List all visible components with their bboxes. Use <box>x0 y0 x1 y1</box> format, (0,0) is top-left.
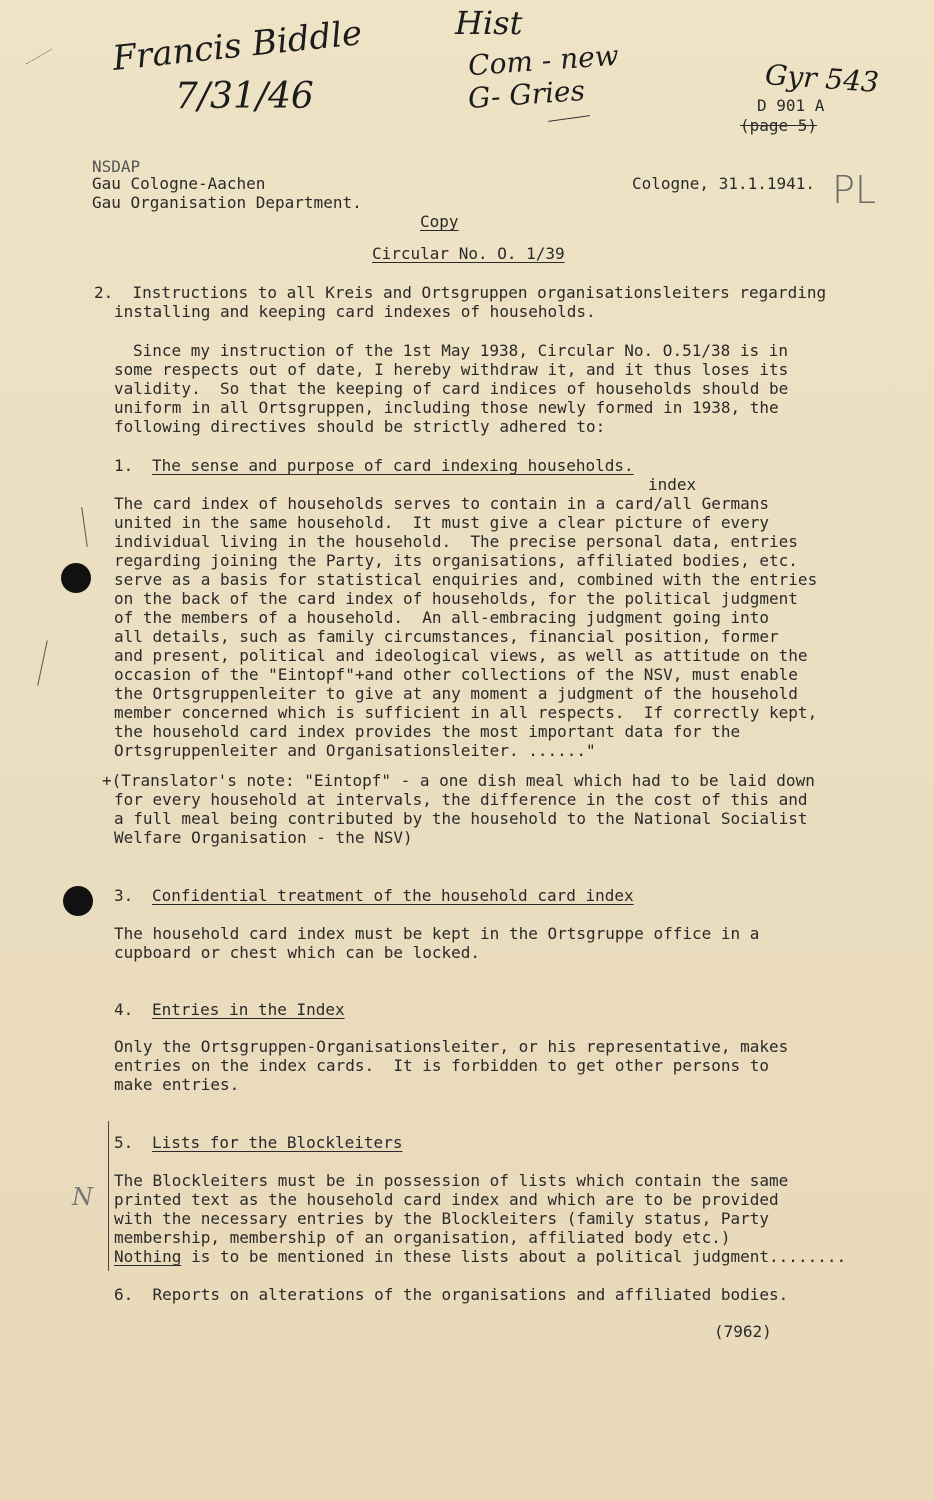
handwritten-signature-date: 7/31/46 <box>175 76 314 117</box>
paragraph-line: the household card index provides the most important data for the <box>114 722 741 741</box>
paragraph-line: make entries. <box>114 1075 240 1094</box>
paragraph-line: printed text as the household card index and which are to be provided <box>114 1190 779 1209</box>
paragraph-line: serve as a basis for statistical enquiries and, combined with the entries <box>114 570 818 589</box>
handwritten-note-line3: G- Gries <box>466 73 586 116</box>
paragraph-line: The card index of households serves to contain in a card/all Germans <box>114 494 770 513</box>
sender-line-3: Gau Organisation Department. <box>92 193 362 212</box>
paragraph-line: the Ortsgruppenleiter to give at any moment a judgment of the household <box>114 684 798 703</box>
section-1-number: 1. <box>114 456 134 475</box>
paragraph-line: entries on the index cards. It is forbidden to get other persons to <box>114 1056 770 1075</box>
handwritten-note-line1: Hist <box>455 4 523 42</box>
note-line: for every household at intervals, the difference in the cost of this and <box>114 790 808 809</box>
section-3-heading: Confidential treatment of the household card index <box>152 886 634 905</box>
note-line: +(Translator's note: "Eintopf" - a one dish meal which had to be laid down <box>102 771 815 790</box>
paragraph-line: The household card index must be kept in the Ortsgruppe office in a <box>114 924 760 943</box>
punch-hole <box>61 563 91 593</box>
handwritten-document-number: Gyr 543 <box>763 58 880 99</box>
handwritten-margin-n: N <box>72 1183 93 1211</box>
paragraph-line: cupboard or chest which can be locked. <box>114 943 481 962</box>
paragraph-line <box>114 1247 846 1266</box>
place-date: Cologne, 31.1.1941. <box>632 174 816 193</box>
handwritten-initials: PL <box>832 168 877 212</box>
circular-title: Circular No. O. 1/39 <box>372 244 565 263</box>
paragraph-line: individual living in the household. The precise personal data, entries <box>114 532 798 551</box>
item-2-line-2: installing and keeping card indexes of households. <box>114 302 596 321</box>
paragraph-line: and present, political and ideological views, as well as attitude on the <box>114 646 808 665</box>
paragraph-line: of the members of a household. An all-embracing judgment going into <box>114 608 770 627</box>
paragraph-line: Ortsgruppenleiter and Organisationsleiter. ......" <box>114 741 596 760</box>
item-2-line-1: 2. Instructions to all Kreis and Ortsgruppen organisationsleiters regarding <box>94 283 827 302</box>
paragraph-line: occasion of the "Eintopf"+and other collections of the NSV, must enable <box>114 665 798 684</box>
paragraph-line: on the back of the card index of households, for the political judgment <box>114 589 798 608</box>
paragraph-line: with the necessary entries by the Blockleiters (family status, Party <box>114 1209 770 1228</box>
section-5-number: 5. <box>114 1133 134 1152</box>
paragraph-line: united in the same household. It must give a clear picture of every <box>114 513 770 532</box>
sender-line-1: NSDAP <box>92 157 141 176</box>
intro-line: following directives should be strictly adhered to: <box>114 417 606 436</box>
paragraph-line: membership, membership of an organisation, affiliated body etc.) <box>114 1228 731 1247</box>
paragraph-line: Only the Ortsgruppen-Organisationsleiter, or his representative, makes <box>114 1037 789 1056</box>
paragraph-line: all details, such as family circumstances, financial position, former <box>114 627 779 646</box>
paragraph-line: The Blockleiters must be in possession of lists which contain the same <box>114 1171 789 1190</box>
intro-line: uniform in all Ortsgruppen, including those newly formed in 1938, the <box>114 398 779 417</box>
handwritten-note-line2: Com - new <box>467 38 620 83</box>
struck-page-number: (page 5) <box>740 116 818 135</box>
punch-hole <box>63 886 93 916</box>
section-3-number: 3. <box>114 886 134 905</box>
footer-document-number: (7962) <box>714 1322 772 1341</box>
paragraph-line: regarding joining the Party, its organisations, affiliated bodies, etc. <box>114 551 798 570</box>
section-1-heading: The sense and purpose of card indexing households. <box>152 456 634 475</box>
nothing-underlined: Nothing <box>114 1247 182 1266</box>
document-id: D 901 A <box>757 96 825 115</box>
note-line: a full meal being contributed by the household to the National Socialist <box>114 809 808 828</box>
intro-line: some respects out of date, I hereby withdraw it, and it thus loses its <box>114 360 789 379</box>
section-6-line: 6. Reports on alterations of the organisations and affiliated bodies. <box>114 1285 789 1304</box>
intro-line: validity. So that the keeping of card indices of households should be <box>114 379 789 398</box>
copy-label: Copy <box>420 212 459 231</box>
paragraph-line: member concerned which is sufficient in all respects. If correctly kept, <box>114 703 818 722</box>
section-4-number: 4. <box>114 1000 134 1019</box>
sender-line-2: Gau Cologne-Aachen <box>92 174 266 193</box>
handwritten-signature: Francis Biddle <box>110 13 364 79</box>
section-5-heading: Lists for the Blockleiters <box>152 1133 403 1152</box>
margin-mark <box>108 1121 109 1271</box>
section-1-insert: index <box>648 475 697 494</box>
last-line-rest: is to be mentioned in these lists about a political judgment........ <box>181 1247 847 1266</box>
intro-line: Since my instruction of the 1st May 1938, Circular No. O.51/38 is in <box>133 341 789 360</box>
note-line: Welfare Organisation - the NSV) <box>114 828 413 847</box>
section-4-heading: Entries in the Index <box>152 1000 345 1019</box>
